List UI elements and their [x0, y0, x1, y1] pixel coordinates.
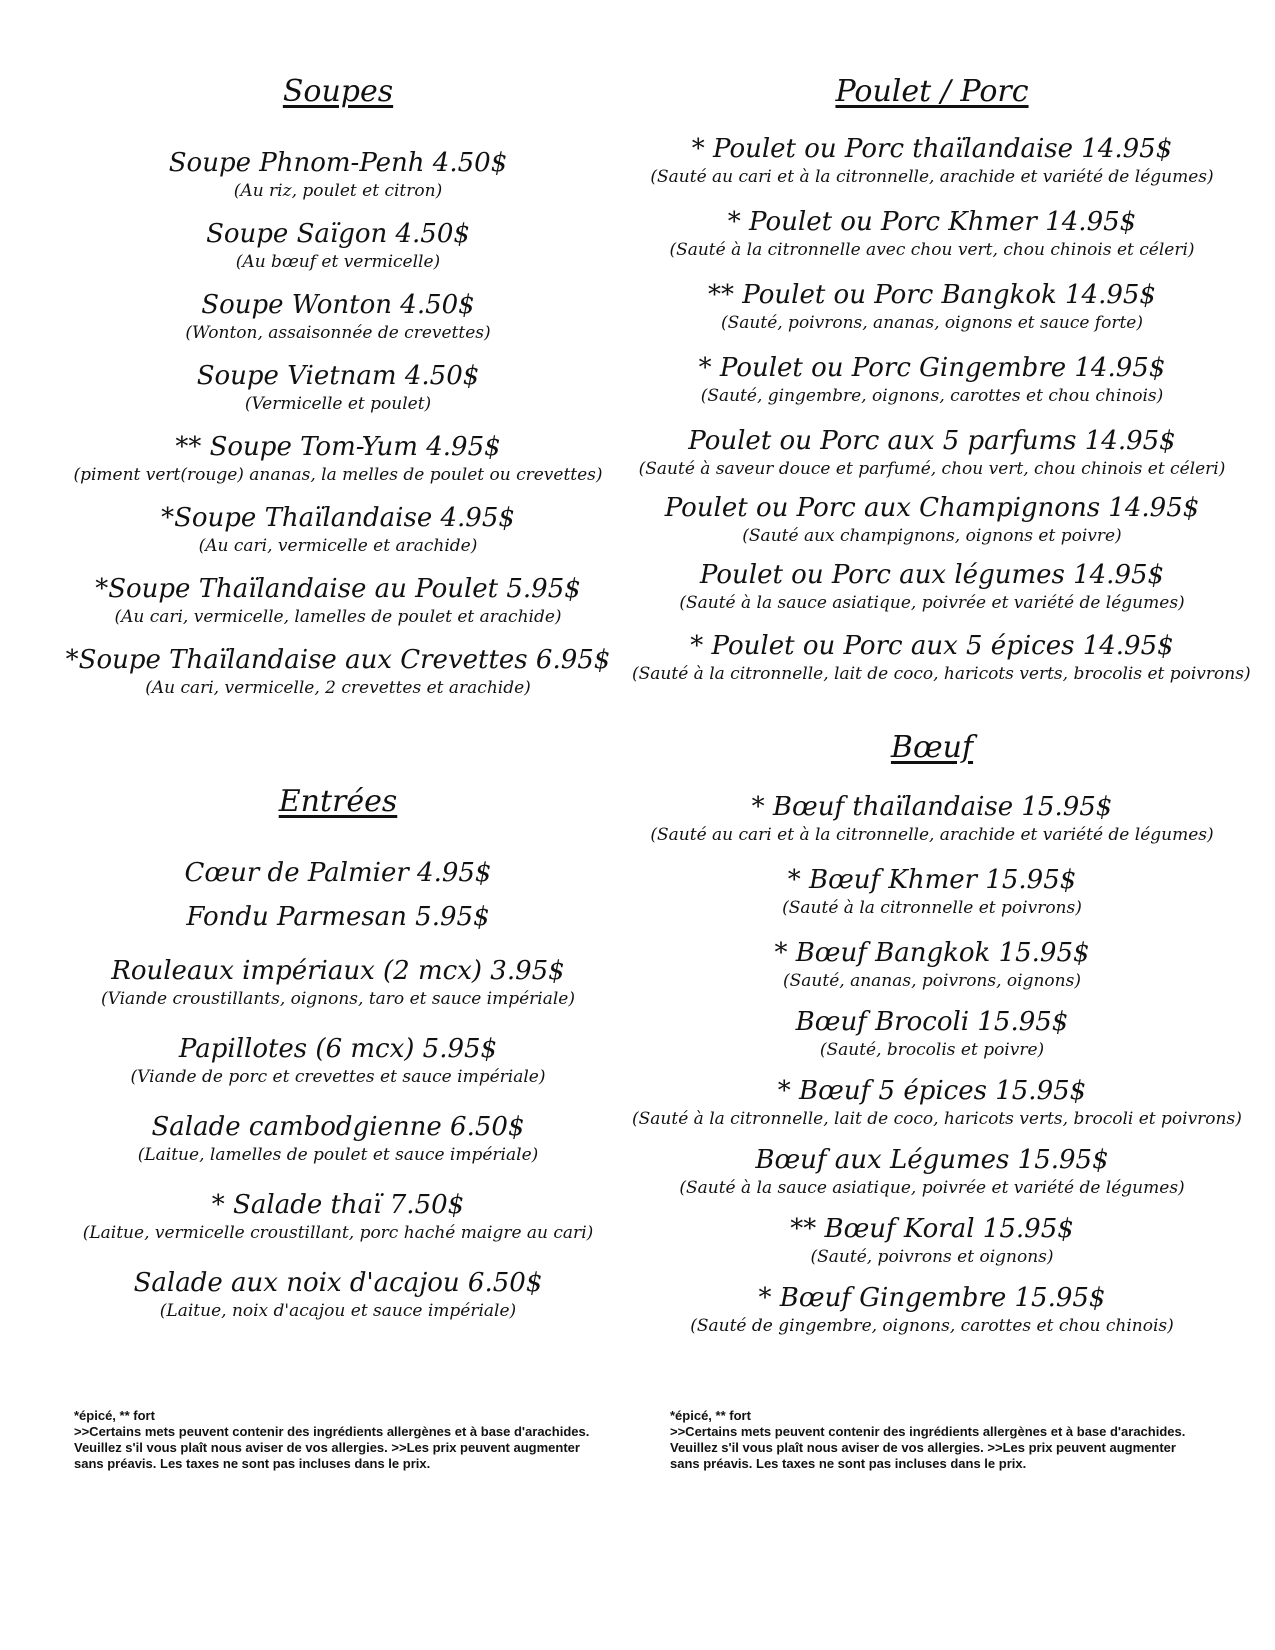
menu-item-description: (Au cari, vermicelle et arachide) — [198, 536, 478, 556]
menu-item — [38, 1188, 638, 1244]
menu-item-description: (Sauté, brocolis et poivre) — [819, 1040, 1045, 1060]
menu-item-description: (Laitue, noix d'acajou et sauce impériale) — [159, 1301, 517, 1321]
menu-item-name: Cœur de Palmier 4.95$ — [184, 858, 492, 888]
menu-item — [38, 430, 638, 486]
section-title-boeuf: Bœuf — [890, 730, 974, 765]
footer-text: >>Certains mets peuvent contenir des ingrédients allergènes et à base d'arachides. Veuillez s'il vous plaît nous aviser de vos allergies. >>Les prix peuvent augmenter sans préavis. Les taxes ne sont pas incluses dans le prix. — [670, 1424, 1186, 1471]
menu-item — [632, 1005, 1232, 1061]
menu-item-description: (Sauté au cari et à la citronnelle, arachide et variété de légumes) — [650, 825, 1214, 845]
menu-item — [632, 1143, 1232, 1199]
menu-item-description: (Au cari, vermicelle, lamelles de poulet et arachide) — [114, 607, 562, 627]
menu-item — [38, 359, 638, 415]
footer-note-left — [74, 1408, 594, 1472]
entrees-section — [38, 784, 638, 819]
menu-item-name: Salade cambodgienne 6.50$ — [151, 1112, 525, 1142]
menu-item-description: (Sauté de gingembre, oignons, carottes et chou chinois) — [690, 1316, 1174, 1336]
menu-item — [632, 424, 1232, 480]
menu-item — [632, 1074, 1242, 1130]
menu-item — [38, 146, 638, 202]
menu-item — [38, 217, 638, 273]
menu-item-name: Soupe Wonton 4.50$ — [201, 290, 475, 320]
menu-item — [632, 491, 1232, 547]
menu-item-name: * Poulet ou Porc aux 5 épices 14.95$ — [690, 631, 1174, 661]
menu-item-name: Papillotes (6 mcx) 5.95$ — [178, 1034, 498, 1064]
soupes-section — [38, 74, 638, 109]
menu-item-name: * Salade thaï 7.50$ — [211, 1190, 465, 1220]
menu-item-name: ** Bœuf Koral 15.95$ — [790, 1214, 1074, 1244]
menu-item — [632, 863, 1232, 919]
soupes-list — [38, 146, 638, 714]
menu-item-name: Bœuf Brocoli 15.95$ — [795, 1007, 1069, 1037]
menu-item-name: *Soupe Thaïlandaise 4.95$ — [161, 503, 515, 533]
menu-item — [632, 629, 1251, 685]
menu-item — [38, 1266, 638, 1322]
menu-item-name: * Poulet ou Porc Khmer 14.95$ — [727, 207, 1137, 237]
menu-item — [38, 643, 638, 699]
menu-item — [632, 790, 1232, 846]
menu-item-name: Bœuf aux Légumes 15.95$ — [755, 1145, 1109, 1175]
menu-item-name: * Bœuf Khmer 15.95$ — [787, 865, 1077, 895]
poulet-porc-list — [632, 132, 1251, 700]
menu-item — [38, 954, 638, 1010]
menu-item — [38, 501, 638, 557]
menu-item-name: Soupe Phnom-Penh 4.50$ — [168, 148, 508, 178]
menu-item-name: Rouleaux impériaux (2 mcx) 3.95$ — [111, 956, 565, 986]
menu-item-name: Fondu Parmesan 5.95$ — [186, 902, 490, 932]
menu-item-description: (Laitue, vermicelle croustillant, porc haché maigre au cari) — [82, 1223, 594, 1243]
menu-item-name: * Bœuf Gingembre 15.95$ — [758, 1283, 1106, 1313]
menu-item-name: Poulet ou Porc aux 5 parfums 14.95$ — [688, 426, 1176, 456]
menu-item-name: Poulet ou Porc aux Champignons 14.95$ — [664, 493, 1200, 523]
menu-item — [38, 572, 638, 628]
entrees-list — [38, 856, 638, 1344]
poulet-porc-section — [632, 74, 1232, 109]
menu-item — [38, 1110, 638, 1166]
menu-item-description: (Laitue, lamelles de poulet et sauce impériale) — [137, 1145, 539, 1165]
menu-item — [38, 856, 638, 890]
menu-item-description: (Sauté à la sauce asiatique, poivrée et variété de légumes) — [679, 1178, 1185, 1198]
menu-item-description: (Sauté, gingembre, oignons, carottes et chou chinois) — [700, 386, 1164, 406]
menu-item-name: * Poulet ou Porc Gingembre 14.95$ — [698, 353, 1166, 383]
menu-item-description: (Wonton, assaisonnée de crevettes) — [185, 323, 491, 343]
menu-item-description: (piment vert(rouge) ananas, la melles de poulet ou crevettes) — [73, 465, 603, 485]
footer-note-right — [670, 1408, 1190, 1472]
menu-item-description: (Sauté, ananas, poivrons, oignons) — [783, 971, 1081, 991]
menu-item-name: ** Soupe Tom-Yum 4.95$ — [175, 432, 501, 462]
menu-item — [38, 900, 638, 934]
menu-item-name: Soupe Saïgon 4.50$ — [206, 219, 470, 249]
menu-item-description: (Vermicelle et poulet) — [244, 394, 432, 414]
menu-item-name: Salade aux noix d'acajou 6.50$ — [133, 1268, 543, 1298]
menu-item-description: (Sauté, poivrons, ananas, oignons et sauce forte) — [721, 313, 1143, 333]
footer-legend: *épicé, ** fort — [670, 1408, 751, 1423]
menu-item — [632, 351, 1232, 407]
footer-text: >>Certains mets peuvent contenir des ingrédients allergènes et à base d'arachides. Veuillez s'il vous plaît nous aviser de vos allergies. >>Les prix peuvent augmenter sans préavis. Les taxes ne sont pas incluses dans le prix. — [74, 1424, 590, 1471]
menu-item — [632, 278, 1232, 334]
menu-item-description: (Sauté à la citronnelle, lait de coco, haricots verts, brocolis et poivrons) — [632, 664, 1251, 684]
menu-item-name: ** Poulet ou Porc Bangkok 14.95$ — [708, 280, 1156, 310]
menu-item-description: (Sauté aux champignons, oignons et poivre) — [742, 526, 1122, 546]
menu-item — [632, 558, 1232, 614]
menu-item-description: (Sauté à la citronnelle et poivrons) — [782, 898, 1082, 918]
menu-item-description: (Sauté à la sauce asiatique, poivrée et variété de légumes) — [679, 593, 1185, 613]
menu-item — [632, 1212, 1232, 1268]
menu-item-name: * Bœuf thaïlandaise 15.95$ — [751, 792, 1113, 822]
menu-item-description: (Au riz, poulet et citron) — [233, 181, 443, 201]
menu-item-name: * Bœuf Bangkok 15.95$ — [774, 938, 1090, 968]
boeuf-section — [632, 730, 1232, 765]
footer-legend: *épicé, ** fort — [74, 1408, 155, 1423]
menu-item-name: * Poulet ou Porc thaïlandaise 14.95$ — [691, 134, 1173, 164]
menu-item-name: Soupe Vietnam 4.50$ — [196, 361, 480, 391]
menu-item-description: (Au bœuf et vermicelle) — [235, 252, 441, 272]
menu-item-description: (Sauté à la citronnelle, lait de coco, haricots verts, brocoli et poivrons) — [632, 1109, 1242, 1129]
menu-item — [632, 132, 1232, 188]
menu-item-description: (Sauté au cari et à la citronnelle, arachide et variété de légumes) — [650, 167, 1214, 187]
section-title-poulet-porc: Poulet / Porc — [835, 74, 1029, 109]
section-title-entrees: Entrées — [278, 784, 398, 819]
menu-item-description: (Au cari, vermicelle, 2 crevettes et arachide) — [145, 678, 531, 698]
boeuf-list — [632, 790, 1242, 1350]
menu-item-name: * Bœuf 5 épices 15.95$ — [777, 1076, 1087, 1106]
menu-item-description: (Viande croustillants, oignons, taro et sauce impériale) — [101, 989, 575, 1009]
menu-item-name: *Soupe Thaïlandaise aux Crevettes 6.95$ — [65, 645, 611, 675]
menu-item-description: (Viande de porc et crevettes et sauce impériale) — [130, 1067, 546, 1087]
section-title-soupes: Soupes — [282, 74, 394, 109]
menu-item — [632, 936, 1232, 992]
menu-item-description: (Sauté à saveur douce et parfumé, chou vert, chou chinois et céleri) — [638, 459, 1226, 479]
menu-item-description: (Sauté, poivrons et oignons) — [810, 1247, 1054, 1267]
menu-item-name: *Soupe Thaïlandaise au Poulet 5.95$ — [95, 574, 581, 604]
menu-item-name: Poulet ou Porc aux légumes 14.95$ — [699, 560, 1165, 590]
menu-item — [38, 1032, 638, 1088]
menu-item — [38, 288, 638, 344]
menu-item — [632, 205, 1232, 261]
menu-item — [632, 1281, 1232, 1337]
menu-item-description: (Sauté à la citronnelle avec chou vert, chou chinois et céleri) — [669, 240, 1195, 260]
